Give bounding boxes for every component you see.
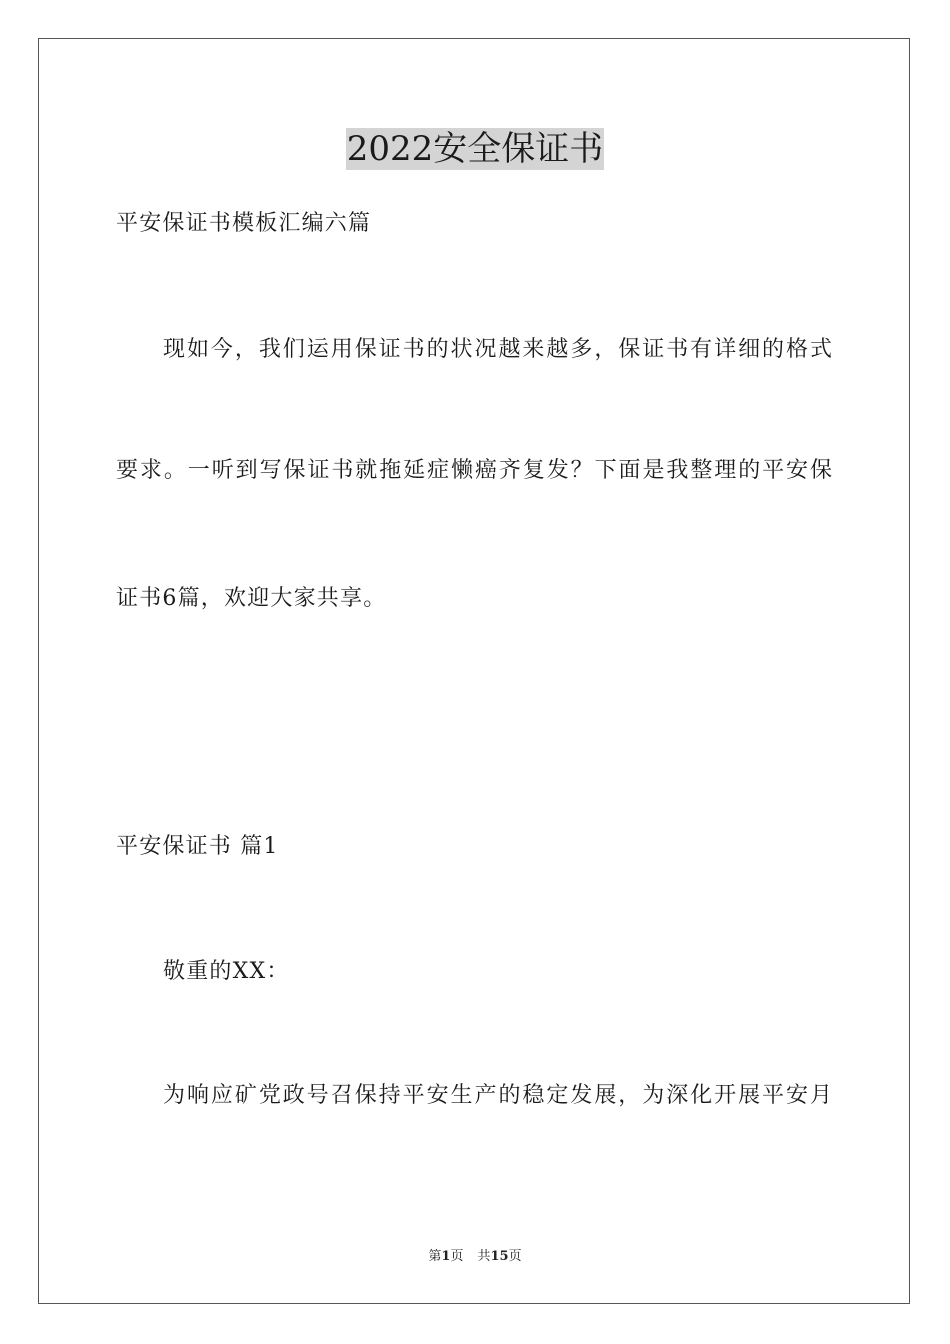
section-heading: 平安保证书 篇1 bbox=[116, 834, 279, 859]
intro-paragraph-line-1: 现如今，我们运用保证书的状况越来越多，保证书有详细的格式 bbox=[163, 337, 832, 362]
footer-page-current: 1 bbox=[441, 1249, 451, 1264]
footer-page-suffix: 页 bbox=[450, 1249, 464, 1264]
footer-total-prefix: 共 bbox=[477, 1249, 491, 1264]
page-footer bbox=[0, 1248, 950, 1266]
title-container bbox=[0, 128, 950, 170]
document-subtitle: 平安保证书模板汇编六篇 bbox=[116, 211, 372, 236]
footer-page-prefix: 第 bbox=[428, 1249, 442, 1264]
body-paragraph-line-1: 为响应矿党政号召保持平安生产的稳定发展，为深化开展平安月 bbox=[163, 1083, 832, 1108]
footer-total-suffix: 页 bbox=[508, 1249, 522, 1264]
intro-paragraph-line-3: 证书6篇，欢迎大家共享。 bbox=[116, 586, 387, 611]
document-title: 2022安全保证书 bbox=[346, 129, 604, 169]
intro-paragraph-line-2: 要求。一听到写保证书就拖延症懒癌齐复发？下面是我整理的平安保 bbox=[116, 458, 832, 483]
salutation: 敬重的XX： bbox=[163, 959, 290, 984]
footer-page-total: 15 bbox=[490, 1249, 509, 1264]
